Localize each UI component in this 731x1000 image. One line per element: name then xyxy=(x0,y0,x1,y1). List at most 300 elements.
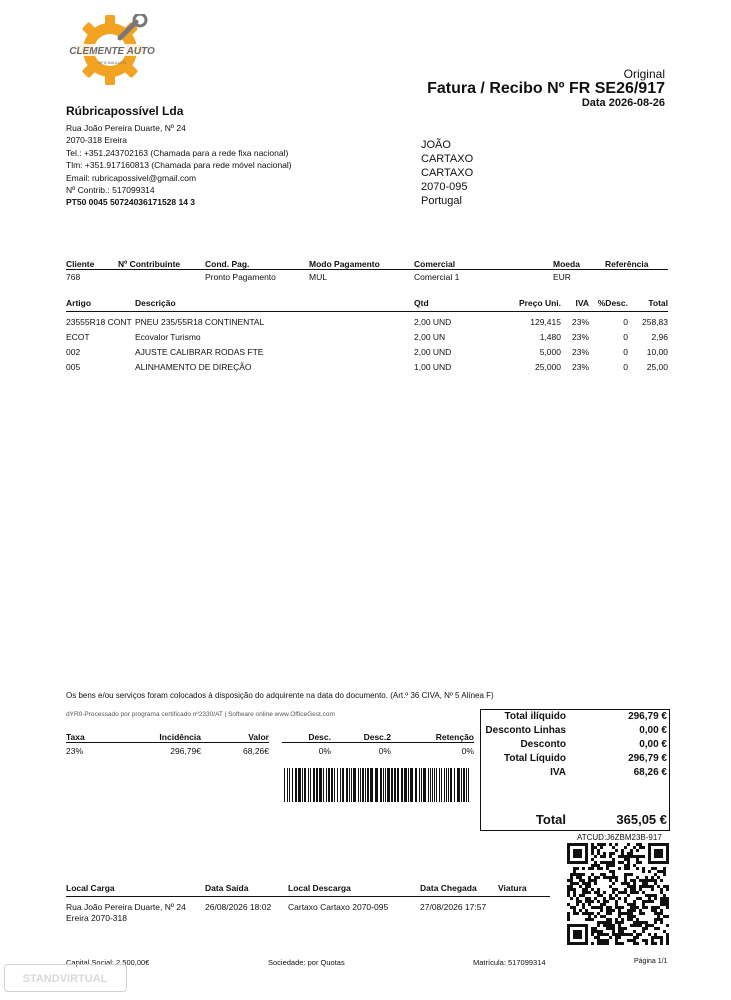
qr-module xyxy=(642,846,645,849)
item-code: 23555R18 CONT xyxy=(66,317,132,327)
barcode-bar xyxy=(461,768,462,802)
qr-module xyxy=(630,903,633,906)
qr-module xyxy=(591,918,594,921)
qr-module xyxy=(627,918,630,921)
company-mobile: Tlm: +351.917160813 (Chamada para rede móvel nacional) xyxy=(66,160,292,171)
qr-module xyxy=(600,906,603,909)
qr-module xyxy=(618,912,621,915)
company-email: Email: rubricapossivel@gmail.com xyxy=(66,172,197,183)
barcode-bar xyxy=(401,768,403,802)
qr-module xyxy=(633,879,636,882)
qr-module xyxy=(600,915,603,918)
qr-module xyxy=(579,900,582,903)
qr-module xyxy=(627,861,630,864)
qr-module xyxy=(624,855,627,858)
barcode-bar xyxy=(326,768,327,802)
qr-module xyxy=(666,936,669,939)
qr-module xyxy=(648,900,651,903)
qr-module xyxy=(654,918,657,921)
item-qty: 2,00 UND xyxy=(414,347,452,357)
qr-module xyxy=(642,885,645,888)
qr-module xyxy=(594,876,597,879)
qr-module xyxy=(645,921,648,924)
qr-module xyxy=(621,933,624,936)
qr-module xyxy=(621,891,624,894)
watermark-text: STANDVIRTUAL xyxy=(22,973,108,985)
qr-module xyxy=(603,855,606,858)
qr-module xyxy=(597,930,600,933)
col-header-departure: Data Saída xyxy=(205,881,288,897)
qr-module xyxy=(642,927,645,930)
qr-module xyxy=(636,867,639,870)
barcode-bar xyxy=(308,768,309,802)
qr-module xyxy=(660,942,663,945)
qr-module xyxy=(645,894,648,897)
qr-module xyxy=(585,888,588,891)
qr-module xyxy=(642,867,645,870)
customer-line: JOÃO xyxy=(421,139,451,151)
col-header-total: Total xyxy=(628,297,668,312)
table-row xyxy=(66,342,668,357)
qr-module xyxy=(573,906,576,909)
qr-module xyxy=(657,927,660,930)
qr-module xyxy=(618,927,621,930)
qr-module xyxy=(627,939,630,942)
qr-module xyxy=(654,879,657,882)
qr-module xyxy=(645,906,648,909)
client-nif xyxy=(118,270,205,285)
software-certification: dYR0-Processado por programa certificado nº2330/AT | Software online www.OfficeGest.com xyxy=(66,711,335,718)
qr-module xyxy=(585,900,588,903)
barcode-bar xyxy=(287,768,288,802)
qr-module xyxy=(594,897,597,900)
qr-module xyxy=(618,855,621,858)
qr-module xyxy=(630,906,633,909)
qr-module xyxy=(585,882,588,885)
qr-module xyxy=(639,885,642,888)
total-value: 296,79 € xyxy=(628,753,667,764)
qr-module xyxy=(660,921,663,924)
qr-module xyxy=(579,909,582,912)
qr-module xyxy=(636,936,639,939)
qr-module xyxy=(633,939,636,942)
qr-module xyxy=(639,846,642,849)
qr-module xyxy=(639,897,642,900)
qr-module xyxy=(609,906,612,909)
barcode-bar xyxy=(439,768,440,802)
col-header-payment-terms: Cond. Pag. xyxy=(205,258,309,270)
total-value: 68,26 € xyxy=(633,767,667,778)
barcode-bar xyxy=(370,768,373,802)
qr-module xyxy=(666,900,669,903)
qr-module xyxy=(588,891,591,894)
departure-date: 26/08/2026 18:02 xyxy=(205,902,272,912)
barcode-bar xyxy=(313,768,315,802)
qr-module xyxy=(618,915,621,918)
qr-module xyxy=(660,939,663,942)
qr-module xyxy=(654,942,657,945)
qr-module xyxy=(591,873,594,876)
qr-module xyxy=(654,897,657,900)
qr-module xyxy=(597,843,600,846)
qr-module xyxy=(573,912,576,915)
barcode-bar xyxy=(428,768,429,802)
item-vat: 23% xyxy=(571,317,589,327)
col-header-reference: Referência xyxy=(605,258,668,270)
qr-code xyxy=(567,843,669,945)
qr-module xyxy=(573,867,576,870)
qr-module xyxy=(630,873,633,876)
qr-module xyxy=(615,876,618,879)
col-header-currency: Moeda xyxy=(553,258,605,270)
qr-module xyxy=(597,912,600,915)
item-code: ECOT xyxy=(66,332,90,342)
barcode xyxy=(282,768,474,802)
qr-module xyxy=(609,855,612,858)
qr-module xyxy=(636,858,639,861)
item-code: 002 xyxy=(66,347,81,357)
grand-total-label: Total xyxy=(535,812,566,827)
qr-module xyxy=(624,873,627,876)
qr-module xyxy=(576,903,579,906)
barcode-bar xyxy=(391,768,393,802)
barcode-bar xyxy=(342,768,344,802)
qr-module xyxy=(612,852,615,855)
qr-module xyxy=(639,921,642,924)
qr-module xyxy=(582,867,585,870)
qr-module xyxy=(597,894,600,897)
barcode-bar xyxy=(298,768,301,802)
qr-module xyxy=(585,912,588,915)
qr-module xyxy=(567,894,570,897)
qr-module xyxy=(666,903,669,906)
qr-module xyxy=(615,888,618,891)
qr-module xyxy=(591,867,594,870)
item-unit-price: 25,000 xyxy=(535,362,561,372)
qr-module xyxy=(633,909,636,912)
qr-module xyxy=(606,939,609,942)
qr-module xyxy=(633,924,636,927)
col-header-desc2: Desc.2 xyxy=(331,731,391,743)
qr-module xyxy=(660,891,663,894)
discount-1: 0% xyxy=(318,746,331,756)
qr-module xyxy=(621,942,624,945)
qr-module xyxy=(573,894,576,897)
tax-taxable: 296,79€ xyxy=(170,746,201,756)
barcode-bar xyxy=(289,768,290,802)
qr-module xyxy=(633,882,636,885)
discount-2: 0% xyxy=(378,746,391,756)
qr-module xyxy=(663,915,666,918)
item-vat: 23% xyxy=(571,347,589,357)
qr-module xyxy=(603,924,606,927)
qr-module xyxy=(612,909,615,912)
qr-module xyxy=(633,915,636,918)
watermark-logo xyxy=(4,964,127,992)
share-capital: Capital Social: 2.500,00€ xyxy=(66,958,150,967)
qr-module xyxy=(657,876,660,879)
qr-module xyxy=(579,876,582,879)
atcud-code: ATCUD:J6ZBM23B-917 xyxy=(577,833,662,842)
qr-module xyxy=(660,909,663,912)
vehicle xyxy=(498,897,550,925)
qr-module xyxy=(666,885,669,888)
qr-module xyxy=(627,882,630,885)
qr-module xyxy=(633,936,636,939)
tax-value: 68,26€ xyxy=(243,746,269,756)
barcode-bar xyxy=(457,768,460,802)
item-total: 2,96 xyxy=(651,332,668,342)
barcode-bar xyxy=(450,768,452,802)
qr-module xyxy=(627,864,630,867)
qr-module xyxy=(594,861,597,864)
qr-module xyxy=(588,879,591,882)
barcode-bar xyxy=(410,768,413,802)
qr-module xyxy=(594,864,597,867)
qr-module xyxy=(621,882,624,885)
qr-module xyxy=(666,915,669,918)
qr-module xyxy=(600,921,603,924)
qr-module xyxy=(666,888,669,891)
qr-module xyxy=(624,876,627,879)
qr-module xyxy=(585,885,588,888)
qr-module xyxy=(666,939,669,942)
qr-module xyxy=(630,885,633,888)
qr-module xyxy=(624,891,627,894)
qr-module xyxy=(615,879,618,882)
qr-module xyxy=(600,930,603,933)
qr-module xyxy=(633,855,636,858)
qr-module xyxy=(570,897,573,900)
qr-module xyxy=(600,861,603,864)
barcode-bar xyxy=(432,768,433,802)
qr-finder xyxy=(573,930,582,939)
qr-module xyxy=(666,933,669,936)
item-total: 258,83 xyxy=(642,317,668,327)
qr-module xyxy=(591,852,594,855)
item-description: PNEU 235/55R18 CONTINENTAL xyxy=(135,317,265,327)
qr-module xyxy=(654,936,657,939)
qr-module xyxy=(630,918,633,921)
item-discount: 0 xyxy=(623,317,628,327)
qr-module xyxy=(633,903,636,906)
barcode-bar xyxy=(380,768,382,802)
qr-module xyxy=(630,939,633,942)
qr-module xyxy=(591,879,594,882)
qr-module xyxy=(579,894,582,897)
qr-module xyxy=(597,849,600,852)
qr-module xyxy=(609,918,612,921)
qr-module xyxy=(639,933,642,936)
qr-module xyxy=(621,930,624,933)
qr-module xyxy=(609,894,612,897)
qr-module xyxy=(603,900,606,903)
col-header-load-place: Local Carga xyxy=(66,881,205,897)
qr-module xyxy=(612,846,615,849)
barcode-bar xyxy=(295,768,297,802)
item-vat: 23% xyxy=(571,362,589,372)
qr-module xyxy=(663,897,666,900)
col-header-salesperson: Comercial xyxy=(414,258,553,270)
customer-line: Portugal xyxy=(421,195,462,207)
withholding: 0% xyxy=(461,746,474,756)
qr-module xyxy=(603,852,606,855)
qr-module xyxy=(627,873,630,876)
qr-module xyxy=(630,912,633,915)
qr-module xyxy=(576,876,579,879)
qr-module xyxy=(591,906,594,909)
barcode-bar xyxy=(331,768,333,802)
qr-module xyxy=(594,915,597,918)
qr-module xyxy=(600,846,603,849)
qr-module xyxy=(570,876,573,879)
load-place: Rua João Pereira Duarte, Nº 24 Ereira 2070-318 xyxy=(66,902,186,923)
qr-module xyxy=(627,915,630,918)
qr-module xyxy=(615,939,618,942)
qr-module xyxy=(606,876,609,879)
qr-module xyxy=(609,870,612,873)
qr-module xyxy=(570,873,573,876)
barcode-bar xyxy=(441,768,442,802)
item-qty: 2,00 UND xyxy=(414,317,452,327)
qr-module xyxy=(618,933,621,936)
qr-module xyxy=(609,885,612,888)
transport-table xyxy=(66,881,550,924)
qr-module xyxy=(612,897,615,900)
barcode-bar xyxy=(351,768,352,802)
qr-module xyxy=(579,885,582,888)
qr-module xyxy=(648,924,651,927)
qr-module xyxy=(597,900,600,903)
qr-module xyxy=(606,912,609,915)
barcode-bar xyxy=(463,768,465,802)
qr-module xyxy=(663,873,666,876)
qr-module xyxy=(618,867,621,870)
qr-module xyxy=(648,885,651,888)
qr-module xyxy=(636,918,639,921)
barcode-bar xyxy=(349,768,350,802)
qr-module xyxy=(663,867,666,870)
qr-module xyxy=(573,888,576,891)
qr-module xyxy=(597,864,600,867)
qr-module xyxy=(591,927,594,930)
col-header-vehicle: Viatura xyxy=(498,881,550,897)
qr-module xyxy=(660,936,663,939)
qr-module xyxy=(624,867,627,870)
qr-module xyxy=(621,921,624,924)
barcode-bar xyxy=(383,768,384,802)
barcode-bar xyxy=(316,768,318,802)
barcode-bar xyxy=(430,768,431,802)
qr-module xyxy=(648,870,651,873)
qr-module xyxy=(609,936,612,939)
barcode-bar xyxy=(468,768,469,802)
col-header-arrival: Data Chegada xyxy=(420,881,498,897)
qr-module xyxy=(612,927,615,930)
qr-module xyxy=(570,885,573,888)
barcode-bar xyxy=(328,768,330,802)
qr-module xyxy=(576,867,579,870)
qr-module xyxy=(576,900,579,903)
qr-module xyxy=(594,930,597,933)
qr-module xyxy=(618,942,621,945)
barcode-bar xyxy=(358,768,359,802)
qr-module xyxy=(639,879,642,882)
qr-module xyxy=(603,939,606,942)
qr-module xyxy=(654,873,657,876)
qr-module xyxy=(606,918,609,921)
qr-module xyxy=(612,888,615,891)
qr-module xyxy=(651,924,654,927)
qr-module xyxy=(663,900,666,903)
qr-module xyxy=(582,882,585,885)
qr-module xyxy=(639,888,642,891)
qr-module xyxy=(597,852,600,855)
qr-module xyxy=(591,900,594,903)
qr-module xyxy=(615,903,618,906)
qr-module xyxy=(600,855,603,858)
qr-module xyxy=(627,855,630,858)
qr-module xyxy=(633,864,636,867)
qr-module xyxy=(567,879,570,882)
qr-module xyxy=(588,903,591,906)
qr-module xyxy=(636,942,639,945)
qr-module xyxy=(597,942,600,945)
qr-module xyxy=(642,906,645,909)
qr-module xyxy=(609,843,612,846)
qr-module xyxy=(648,879,651,882)
qr-module xyxy=(567,885,570,888)
qr-module xyxy=(600,843,603,846)
qr-module xyxy=(645,879,648,882)
qr-module xyxy=(645,942,648,945)
qr-module xyxy=(585,909,588,912)
qr-module xyxy=(651,879,654,882)
qr-module xyxy=(612,864,615,867)
qr-module xyxy=(591,888,594,891)
qr-module xyxy=(609,912,612,915)
qr-module xyxy=(594,879,597,882)
customer-line: CARTAXO xyxy=(421,167,474,179)
qr-module xyxy=(606,921,609,924)
qr-module xyxy=(612,870,615,873)
qr-module xyxy=(651,888,654,891)
item-unit-price: 1,480 xyxy=(539,332,561,342)
qr-module xyxy=(642,921,645,924)
qr-module xyxy=(666,906,669,909)
qr-module xyxy=(594,891,597,894)
qr-module xyxy=(660,879,663,882)
qr-module xyxy=(570,882,573,885)
qr-module xyxy=(585,918,588,921)
qr-module xyxy=(570,888,573,891)
qr-module xyxy=(630,888,633,891)
qr-module xyxy=(600,933,603,936)
qr-module xyxy=(612,873,615,876)
qr-module xyxy=(633,930,636,933)
qr-module xyxy=(657,915,660,918)
qr-module xyxy=(648,933,651,936)
qr-module xyxy=(609,921,612,924)
arrival-date: 27/08/2026 17:57 xyxy=(420,902,487,912)
barcode-bar xyxy=(337,768,338,802)
item-discount: 0 xyxy=(623,362,628,372)
qr-module xyxy=(630,915,633,918)
qr-module xyxy=(567,915,570,918)
qr-module xyxy=(651,906,654,909)
qr-module xyxy=(609,852,612,855)
qr-module xyxy=(651,900,654,903)
